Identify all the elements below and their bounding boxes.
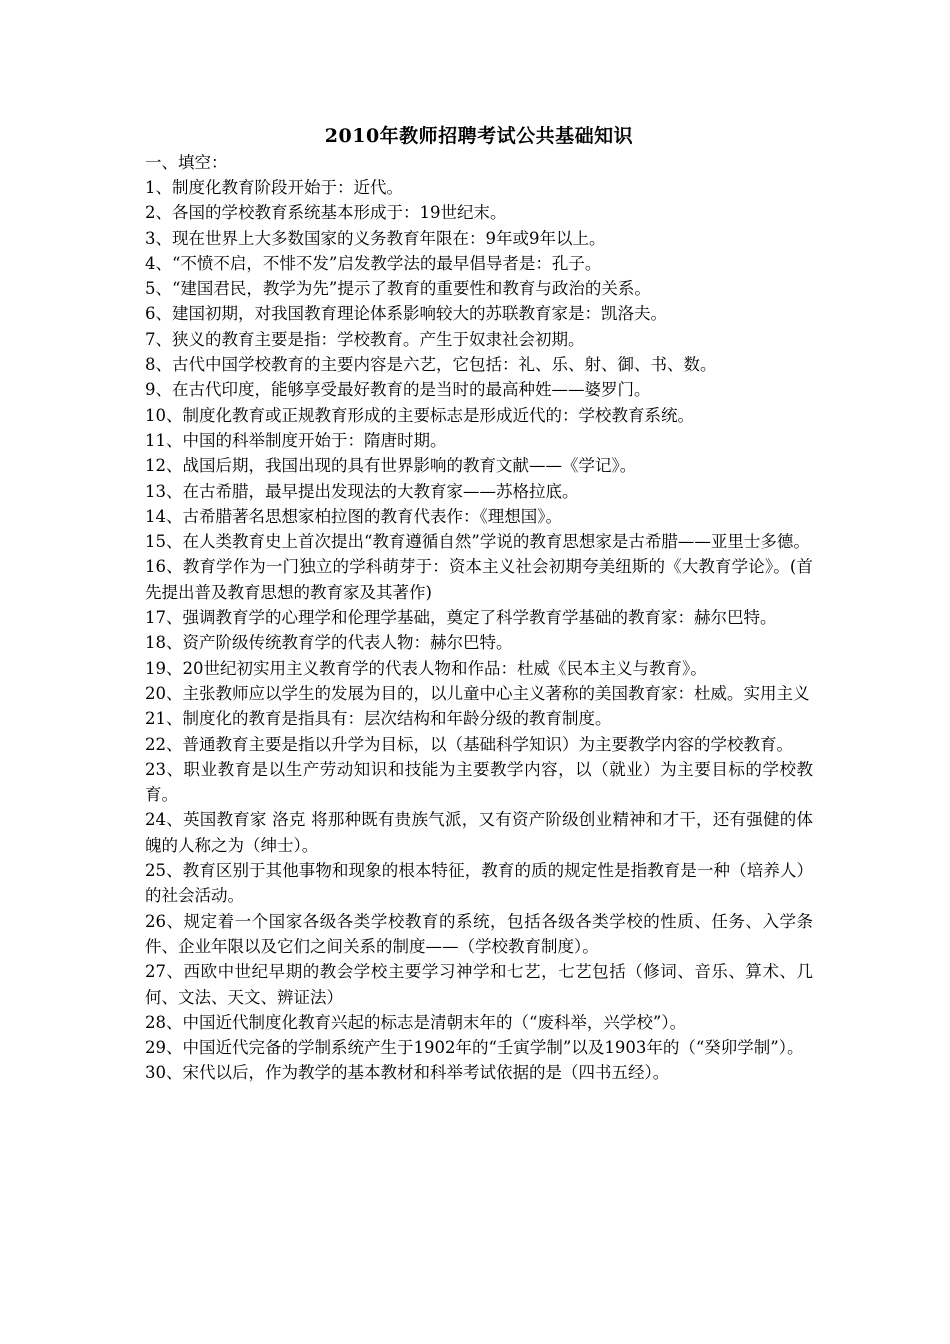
list-item: 11、中国的科举制度开始于：隋唐时期。 — [145, 430, 447, 450]
list-item: 19、20世纪初实用主义教育学的代表人物和作品：杜威《民本主义与教育》。 — [145, 658, 707, 678]
document-title: 2010年教师招聘考试公共基础知识 — [324, 125, 634, 147]
list-item: 12、战国后期，我国出现的具有世界影响的教育文献——《学记》。 — [145, 456, 637, 476]
list-item: 5、“建国君民，教学为先”提示了教育的重要性和教育与政治的关系。 — [145, 279, 651, 299]
list-item: 26、规定着一个国家各级各类学校教育的系统，包括各级各类学校的性质、任务、入学条件、企业年限以及它们之间关系的制度——（学校教育制度）。 — [145, 911, 813, 956]
document-page — [145, 122, 813, 1086]
list-item: 10、制度化教育或正规教育形成的主要标志是形成近代的：学校教育系统。 — [145, 405, 694, 425]
list-item: 16、教育学作为一门独立的学科萌芽于：资本主义社会初期夸美纽斯的《大教育学论》。(首先提出普及教育思想的教育家及其著作) — [145, 557, 813, 602]
list-item: 15、在人类教育史上首次提出“教育遵循自然”学说的教育思想家是古希腊——亚里士多德。 — [145, 532, 810, 552]
list-item: 17、强调教育学的心理学和伦理学基础，奠定了科学教育学基础的教育家：赫尔巴特。 — [145, 608, 777, 628]
list-item: 22、普通教育主要是指以升学为目标，以（基础科学知识）为主要教学内容的学校教育。 — [145, 734, 793, 754]
list-item: 25、教育区别于其他事物和现象的根本特征，教育的质的规定性是指教育是一种（培养人）的社会活动。 — [145, 861, 813, 906]
list-item: 18、资产阶级传统教育学的代表人物：赫尔巴特。 — [145, 633, 513, 653]
list-item: 27、西欧中世纪早期的教会学校主要学习神学和七艺，七艺包括（修词、音乐、算术、几何、文法、天文、辨证法） — [145, 962, 813, 1007]
list-item: 2、各国的学校教育系统基本形成于：19世纪末。 — [145, 203, 507, 223]
list-item: 3、现在世界上大多数国家的义务教育年限在：9年或9年以上。 — [145, 228, 606, 248]
list-item: 9、在古代印度，能够享受最好教育的是当时的最高种姓——婆罗门。 — [145, 380, 651, 400]
list-item: 7、狭义的教育主要是指：学校教育。产生于奴隶社会初期。 — [145, 329, 585, 349]
list-item: 29、中国近代完备的学制系统产生于1902年的“壬寅学制”以及1903年的（“癸卯学制”）。 — [145, 1038, 804, 1058]
list-item: 30、宋代以后，作为教学的基本教材和科举考试依据的是（四书五经）。 — [145, 1063, 670, 1083]
list-item: 21、制度化的教育是指具有：层次结构和年龄分级的教育制度。 — [145, 709, 612, 729]
list-item: 13、在古希腊，最早提出发现法的大教育家——苏格拉底。 — [145, 481, 579, 501]
list-item: 4、“不愤不启，不悱不发”启发教学法的最早倡导者是：孔子。 — [145, 253, 602, 273]
list-item: 24、英国教育家 洛克 将那种既有贵族气派，又有资产阶级创业精神和才干，还有强健的体魄的人称之为（绅士）。 — [145, 810, 813, 855]
fill-in-list — [145, 175, 813, 1086]
list-item: 14、古希腊著名思想家柏拉图的教育代表作：《理想国》。 — [145, 506, 562, 526]
list-item: 8、古代中国学校教育的主要内容是六艺，它包括：礼、乐、射、御、书、数。 — [145, 355, 717, 375]
list-item: 28、中国近代制度化教育兴起的标志是清朝末年的（“废科举，兴学校”）。 — [145, 1012, 687, 1032]
list-item: 20、主张教师应以学生的发展为目的，以儿童中心主义著称的美国教育家：杜威。实用主义 — [145, 683, 810, 703]
section-heading: 一、填空： — [145, 153, 228, 172]
list-item: 23、职业教育是以生产劳动知识和技能为主要教学内容，以（就业）为主要目标的学校教育。 — [145, 759, 813, 805]
list-item: 1、制度化教育阶段开始于：近代。 — [145, 178, 403, 197]
list-item: 6、建国初期，对我国教育理论体系影响较大的苏联教育家是：凯洛夫。 — [145, 304, 667, 324]
